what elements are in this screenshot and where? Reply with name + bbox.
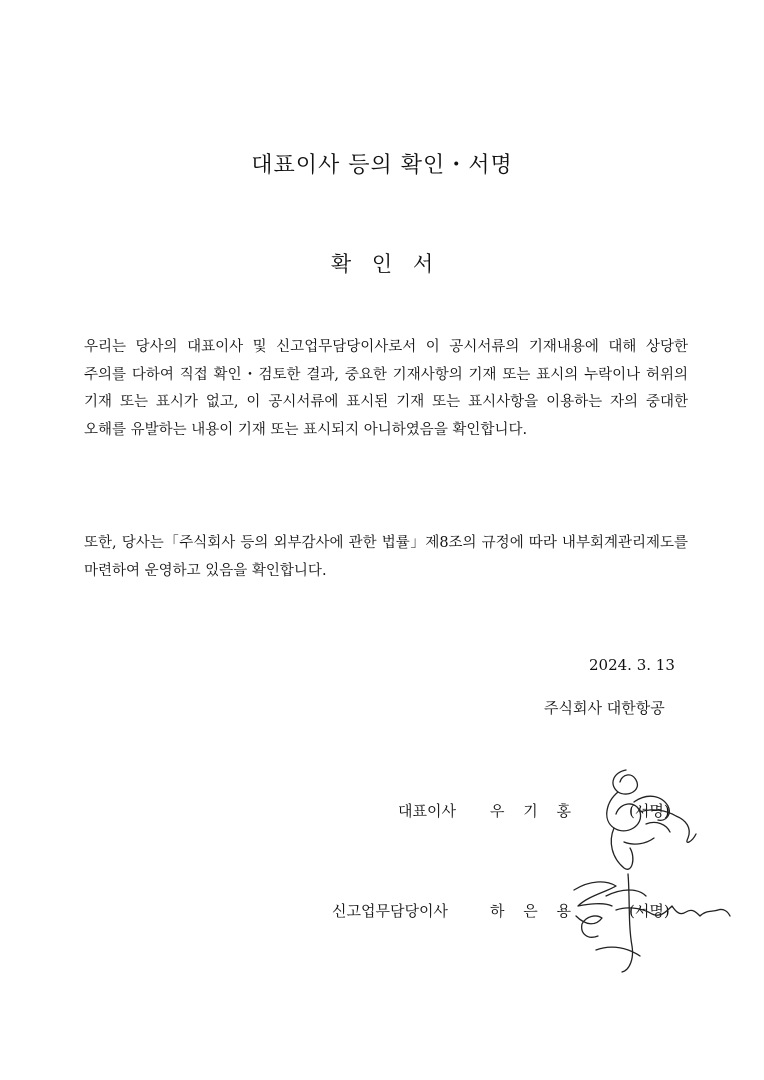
director-signature (566, 866, 734, 978)
signatory-name-director: 하 은 용 (490, 902, 572, 920)
confirmation-paragraph: 우리는 당사의 대표이사 및 신고업무담당이사로서 이 공시서류의 기재내용에 대해 상당한 주의를 다하여 직접 확인・검토한 결과, 중요한 기재사항의 기재 또는 표시의 누락이나 허위의 기재 또는 표시가 없고, 이 공시서류에 표시된 기재 또는 표시사항을 이용하는 자의 중대한 오해를 유발하는 내용이 기재 또는 표시되지 아니하였음을 확인합니다. (84, 339, 688, 438)
signatory-name-ceo: 우 기 홍 (490, 802, 572, 820)
document-subtitle: 확 인 서 (330, 252, 434, 276)
ceo-signature (596, 762, 706, 882)
signature-label-ceo: (서명) (629, 802, 670, 820)
signatory-role-ceo: 대표이사 (398, 802, 456, 820)
document-date: 2024. 3. 13 (589, 656, 675, 674)
company-name: 주식회사 대한항공 (544, 699, 665, 717)
signatory-role-director: 신고업무담당이사 (332, 902, 448, 920)
internal-control-paragraph: 또한, 당사는「주식회사 등의 외부감사에 관한 법률」제8조의 규정에 따라 내부회계관리제도를 마련하여 운영하고 있음을 확인합니다. (84, 535, 688, 579)
signature-label-director: (서명) (629, 902, 670, 920)
document-title: 대표이사 등의 확인・서명 (251, 153, 513, 178)
